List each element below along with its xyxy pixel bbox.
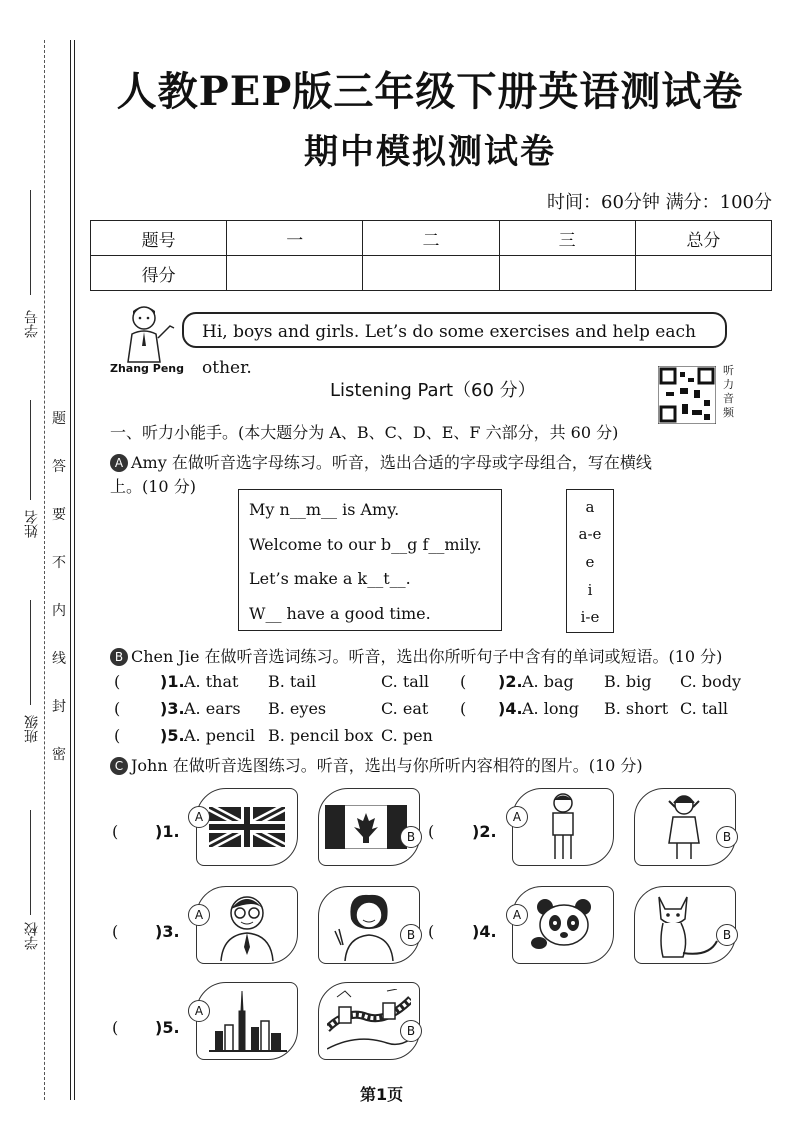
canada-flag-icon <box>325 805 407 849</box>
part-a-sentence: Welcome to our b__g f__mily. <box>249 535 482 554</box>
picture-card-a[interactable] <box>196 788 298 866</box>
option-b-tag: B <box>716 826 738 848</box>
score-cell[interactable] <box>227 256 363 291</box>
part-b-item-number: )1. <box>160 672 185 691</box>
qr-code-icon[interactable] <box>658 366 716 424</box>
section-1-heading: 一、听力小能手。(本大题分为 A、B、C、D、E、F 六部分，共 60 分) <box>110 423 619 442</box>
part-a-option: a <box>585 498 595 516</box>
picture-card-a[interactable] <box>196 982 298 1060</box>
part-a-instruction-text: Amy 在做听音选字母练习。听音，选出合适的字母或字母组合，写在横线 <box>131 453 652 472</box>
cat-icon <box>645 891 725 961</box>
part-b-item-number: )2. <box>498 672 523 691</box>
option-b-tag: B <box>400 1020 422 1042</box>
part-b-option-b: B. tail <box>268 672 317 691</box>
seal-char: 密 <box>52 747 66 763</box>
answer-bracket[interactable]: ( <box>460 699 467 718</box>
margin-border-line <box>70 40 71 1100</box>
option-b-tag: B <box>400 826 422 848</box>
score-header-cell: 总分 <box>635 221 771 256</box>
part-b-option-c: C. body <box>680 672 741 691</box>
part-b-option-b: B. short <box>604 699 669 718</box>
answer-bracket[interactable]: ( <box>460 672 467 691</box>
man-with-glasses-icon <box>215 889 279 961</box>
listening-part-title: Listening Part（60 分） <box>330 380 536 401</box>
speech-bubble: Hi, boys and girls. Let’s do some exercises and help each other. <box>182 312 727 348</box>
part-b-instruction <box>110 644 722 667</box>
class-blank[interactable] <box>30 600 31 705</box>
score-cell[interactable] <box>499 256 635 291</box>
part-a-sentence-box <box>238 489 502 631</box>
part-b-option-b: B. big <box>604 672 652 691</box>
part-b-option-a: A. long <box>522 699 580 718</box>
uk-flag-icon <box>209 807 285 847</box>
page-number: 第1页 <box>360 1085 404 1104</box>
part-a-badge: A <box>110 454 128 472</box>
time-info: 时间：60分钟 满分：100分 <box>547 192 772 213</box>
seal-char: 题 <box>52 411 66 427</box>
option-a-tag: A <box>188 904 210 926</box>
seal-char: 答 <box>52 459 66 475</box>
school-blank[interactable] <box>30 810 31 915</box>
picture-card-a[interactable] <box>196 886 298 964</box>
boy-cartoon-icon <box>112 302 182 364</box>
woman-waving-icon <box>333 889 403 961</box>
seal-char: 内 <box>52 603 66 619</box>
name-blank[interactable] <box>30 400 31 500</box>
seal-char: 要 <box>52 507 66 523</box>
part-a-sentence: W__ have a good time. <box>249 604 431 623</box>
school-label: 学校 <box>24 922 40 950</box>
score-header-cell: 题号 <box>91 221 227 256</box>
name-label: 姓名 <box>24 510 40 538</box>
seal-char: 线 <box>52 651 66 667</box>
part-b-option-c: C. tall <box>381 672 430 691</box>
part-a-sentence: My n__m__ is Amy. <box>249 500 400 519</box>
part-a-instruction <box>110 450 652 473</box>
option-a-tag: A <box>188 1000 210 1022</box>
city-skyline-tower-icon <box>209 987 287 1053</box>
part-b-item-number: )5. <box>160 726 185 745</box>
part-c-instruction <box>110 753 643 776</box>
score-row-label: 得分 <box>91 256 227 291</box>
answer-bracket[interactable]: ( <box>114 726 121 745</box>
part-a-instruction-line2: 上。(10 分) <box>110 477 196 496</box>
picture-card-a[interactable] <box>512 886 614 964</box>
panda-icon <box>531 897 597 953</box>
picture-card-a[interactable] <box>512 788 614 866</box>
part-b-item-number: )3. <box>160 699 185 718</box>
part-a-sentence: Let’s make a k__t__. <box>249 569 411 588</box>
seal-char: 不 <box>52 555 66 571</box>
student-no-label: 学号 <box>24 310 40 338</box>
score-header-cell: 三 <box>499 221 635 256</box>
part-a-option: i-e <box>580 608 600 626</box>
margin-border-line-inner <box>74 40 75 1100</box>
option-b-tag: B <box>716 924 738 946</box>
class-label: 班级 <box>24 715 40 743</box>
part-b-option-a: A. pencil <box>184 726 255 745</box>
answer-bracket[interactable]: ( <box>428 922 435 941</box>
part-b-item-number: )4. <box>498 699 523 718</box>
part-b-option-a: A. that <box>184 672 239 691</box>
part-b-option-c: C. pen <box>381 726 433 745</box>
part-c-item-number: )4. <box>472 922 497 941</box>
part-a-options-box <box>566 489 614 633</box>
part-c-instruction-text: John 在做听音选图练习。听音，选出与你所听内容相符的图片。(10 分) <box>131 756 643 775</box>
answer-bracket[interactable]: ( <box>114 699 121 718</box>
part-b-instruction-text: Chen Jie 在做听音选词练习。听音，选出你所听句子中含有的单词或短语。(10 分) <box>131 647 723 666</box>
part-b-option-b: B. eyes <box>268 699 327 718</box>
part-b-option-a: A. ears <box>184 699 241 718</box>
score-header-cell: 二 <box>363 221 499 256</box>
answer-bracket[interactable]: ( <box>114 672 121 691</box>
score-table-header-row <box>91 221 772 256</box>
part-c-item-number: )2. <box>472 822 497 841</box>
option-a-tag: A <box>506 806 528 828</box>
part-a-option: a-e <box>578 525 602 543</box>
page-title: 人教PEP版三年级下册英语测试卷 <box>116 68 744 115</box>
answer-bracket[interactable]: ( <box>112 1018 119 1037</box>
part-b-option-a: A. bag <box>522 672 574 691</box>
seal-char: 封 <box>52 699 66 715</box>
part-a-option: e <box>585 553 595 571</box>
qr-code-label: 听力音频 <box>723 364 734 419</box>
part-b-option-c: C. eat <box>381 699 429 718</box>
part-b-option-b: B. pencil box <box>268 726 374 745</box>
great-wall-icon <box>327 989 411 1053</box>
score-cell[interactable] <box>363 256 499 291</box>
score-table-score-row <box>91 256 772 291</box>
answer-bracket[interactable]: ( <box>428 822 435 841</box>
option-a-tag: A <box>188 806 210 828</box>
score-header-cell: 一 <box>227 221 363 256</box>
part-b-item-1 <box>114 672 120 691</box>
part-c-item-number: )1. <box>155 822 180 841</box>
part-b-badge: B <box>110 648 128 666</box>
part-a-option: i <box>587 581 593 599</box>
option-a-tag: A <box>506 904 528 926</box>
girl-icon <box>659 791 709 863</box>
part-c-badge: C <box>110 757 128 775</box>
part-b-option-c: C. tall <box>680 699 729 718</box>
seal-dashed-line <box>44 40 45 1100</box>
seal-text-column <box>50 395 68 779</box>
part-c-item-number: )3. <box>155 922 180 941</box>
part-c-item-number: )5. <box>155 1018 180 1037</box>
score-table <box>90 220 772 291</box>
boy-icon <box>543 791 583 863</box>
answer-bracket[interactable]: ( <box>112 922 119 941</box>
score-cell[interactable] <box>635 256 771 291</box>
speaker-name: Zhang Peng <box>110 362 184 375</box>
student-no-blank[interactable] <box>30 190 31 295</box>
page-subtitle: 期中模拟测试卷 <box>304 132 556 172</box>
option-b-tag: B <box>400 924 422 946</box>
answer-bracket[interactable]: ( <box>112 822 119 841</box>
